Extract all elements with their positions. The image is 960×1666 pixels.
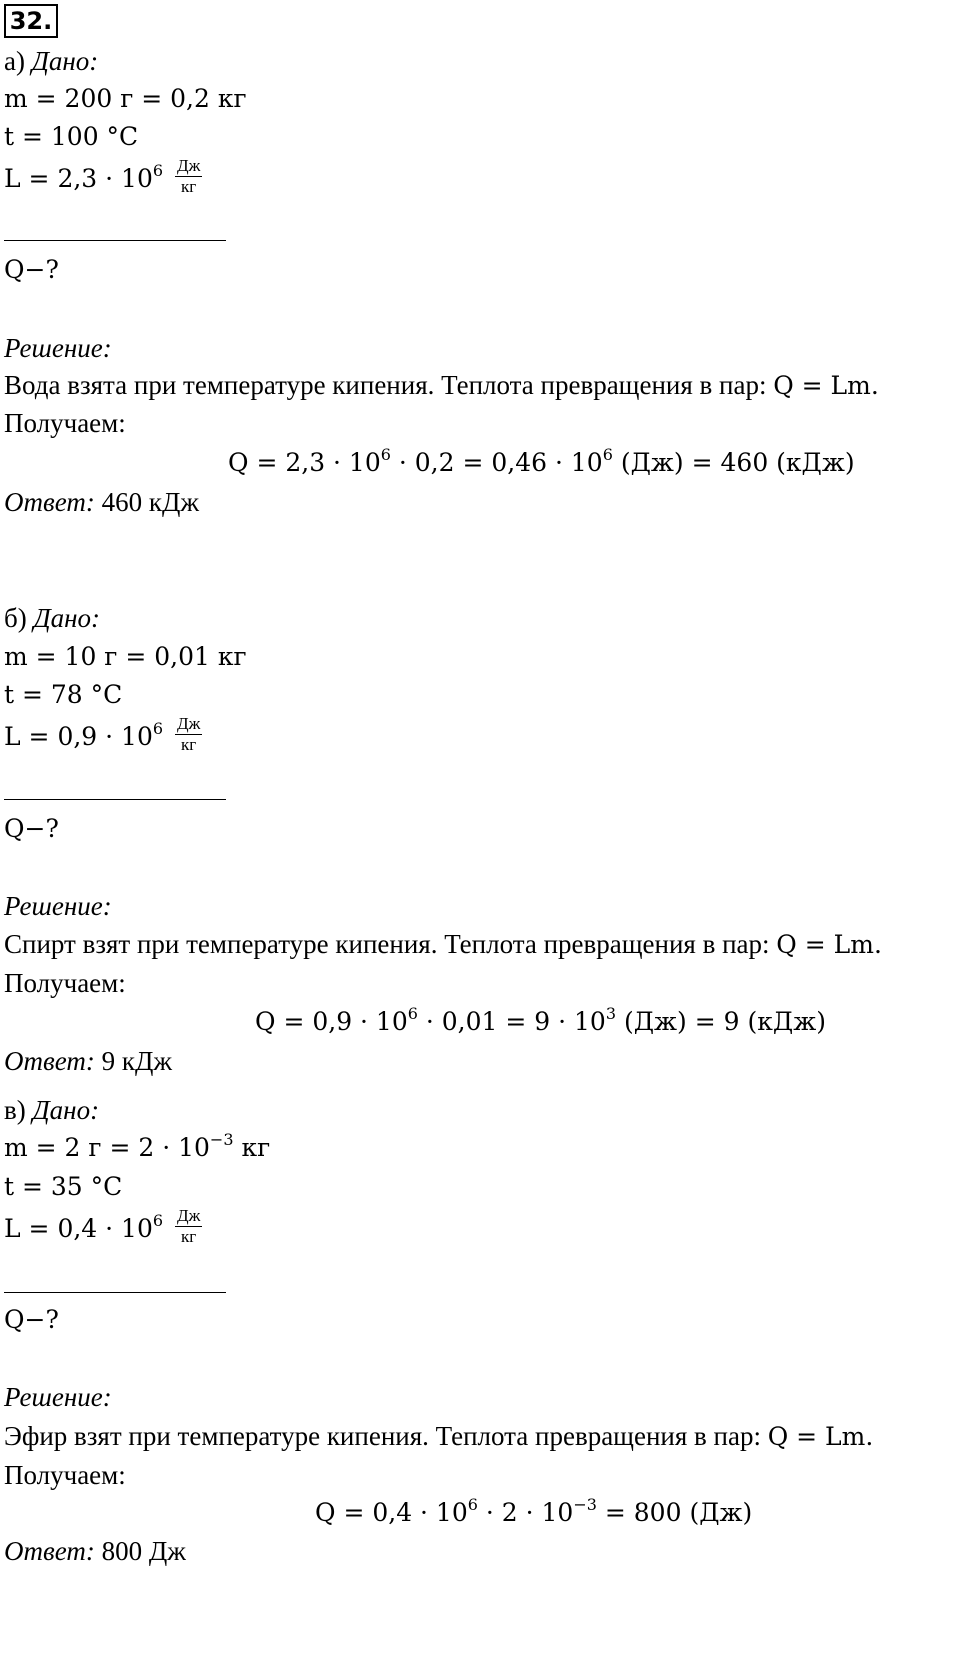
- part-c-answer-value: 800 Дж: [94, 1536, 186, 1566]
- part-a-find: Q−?: [4, 255, 59, 284]
- part-b-given-heading: [4, 605, 100, 632]
- part-c-mass: [4, 1130, 271, 1162]
- part-c-temperature: t = 35 °C: [4, 1172, 123, 1201]
- part-a-explanation: [4, 372, 879, 399]
- part-b-calc-3: (Дж) = 9 (кДж): [616, 1007, 826, 1036]
- part-b-heat-constant: [4, 714, 202, 759]
- part-a-text-formula: Q = Lm.: [773, 371, 879, 400]
- part-b-label: б): [4, 603, 27, 633]
- part-a-L-main: L = 2,3 · 10: [4, 164, 153, 193]
- part-c-solution-label: Решение:: [4, 1382, 112, 1412]
- part-c-L-main: L = 0,4 · 10: [4, 1214, 153, 1243]
- problem-number: 32.: [4, 4, 58, 38]
- part-b-text: Спирт взят при температуре кипения. Теплота превращения в пар:: [4, 929, 777, 959]
- part-c-calc-1: Q = 0,4 · 10: [315, 1498, 468, 1527]
- part-a-calc-2: · 0,2 = 0,46 · 10: [390, 448, 603, 477]
- part-a-unit-num: Дж: [177, 156, 201, 175]
- part-c-explanation: [4, 1423, 873, 1450]
- part-c-heat-constant: [4, 1206, 202, 1251]
- part-b-text-formula: Q = Lm.: [776, 930, 882, 959]
- part-b-calc-1: Q = 0,9 · 10: [255, 1007, 408, 1036]
- part-b-answer-label: Ответ:: [4, 1046, 95, 1076]
- part-b-L-main: L = 0,9 · 10: [4, 722, 153, 751]
- part-a-text: Вода взята при температуре кипения. Теплота превращения в пар:: [4, 370, 774, 400]
- part-a-calc-3: (Дж) = 460 (кДж): [612, 448, 855, 477]
- part-c-calc-2-exp: −3: [573, 1495, 597, 1514]
- part-a-get: Получаем:: [4, 408, 126, 438]
- part-b-get: Получаем:: [4, 968, 126, 998]
- part-a-calc-2-exp: 6: [602, 445, 613, 464]
- part-b-unit-num: Дж: [177, 714, 201, 733]
- part-c-calc-3: = 800 (Дж): [596, 1498, 753, 1527]
- part-c-given-heading: [4, 1097, 99, 1124]
- part-b-explanation: [4, 931, 882, 958]
- part-c-divider: [4, 1292, 226, 1293]
- part-b-calculation: [255, 1004, 826, 1036]
- part-a-calc-1: Q = 2,3 · 10: [228, 448, 381, 477]
- part-b-calc-2: · 0,01 = 9 · 10: [417, 1007, 606, 1036]
- part-b-mass: m = 10 г = 0,01 кг: [4, 642, 247, 671]
- part-c-text-formula: Q = Lm.: [767, 1422, 874, 1451]
- part-a-answer-value: 460 кДж: [94, 487, 200, 517]
- part-c-calculation: [315, 1495, 753, 1527]
- part-c-unit-fraction: [175, 1206, 202, 1247]
- part-a-unit-den: кг: [181, 177, 197, 196]
- part-c-answer: [4, 1538, 186, 1565]
- part-b-given-label: Дано:: [33, 603, 101, 633]
- part-a-mass: m = 200 г = 0,2 кг: [4, 84, 247, 113]
- part-c-label: в): [4, 1095, 26, 1125]
- part-b-calc-1-exp: 6: [407, 1004, 418, 1023]
- part-a-divider: [4, 240, 226, 241]
- part-c-L-exp: 6: [152, 1211, 164, 1230]
- part-b-divider: [4, 799, 226, 800]
- part-c-m-2: кг: [233, 1133, 271, 1162]
- part-b-calc-2-exp: 3: [605, 1004, 617, 1023]
- part-a-heat-constant: [4, 156, 202, 201]
- part-b-unit-fraction: [175, 714, 202, 755]
- part-a-unit-fraction: [175, 156, 202, 197]
- part-c-find: Q−?: [4, 1305, 59, 1334]
- part-a-given-heading: [4, 48, 98, 75]
- part-a-answer-label: Ответ:: [4, 487, 95, 517]
- part-a-answer: [4, 489, 199, 516]
- part-b-L-exp: 6: [152, 719, 164, 738]
- part-a-calculation: [228, 445, 855, 477]
- part-a-L-exp: 6: [152, 161, 164, 180]
- part-c-unit-num: Дж: [177, 1206, 201, 1225]
- part-c-text: Эфир взят при температуре кипения. Теплота превращения в пар:: [4, 1421, 768, 1451]
- part-b-solution-label: Решение:: [4, 891, 112, 921]
- part-c-unit-den: кг: [181, 1227, 197, 1246]
- part-b-temperature: t = 78 °C: [4, 680, 123, 709]
- part-b-unit-den: кг: [181, 735, 197, 754]
- part-a-given-label: Дано:: [31, 46, 99, 76]
- part-a-label: а): [4, 46, 25, 76]
- part-b-answer: [4, 1048, 172, 1075]
- part-b-find: Q−?: [4, 814, 59, 843]
- part-a-temperature: t = 100 °C: [4, 122, 139, 151]
- part-a-solution-label: Решение:: [4, 333, 112, 363]
- part-c-calc-2: · 2 · 10: [477, 1498, 574, 1527]
- part-a-calc-1-exp: 6: [380, 445, 391, 464]
- part-c-get: Получаем:: [4, 1460, 126, 1490]
- part-c-given-label: Дано:: [32, 1095, 100, 1125]
- part-c-m-exp: −3: [209, 1130, 234, 1149]
- part-c-calc-1-exp: 6: [467, 1495, 478, 1514]
- part-c-answer-label: Ответ:: [4, 1536, 95, 1566]
- part-b-answer-value: 9 кДж: [94, 1046, 173, 1076]
- part-c-m-1: m = 2 г = 2 · 10: [4, 1133, 210, 1162]
